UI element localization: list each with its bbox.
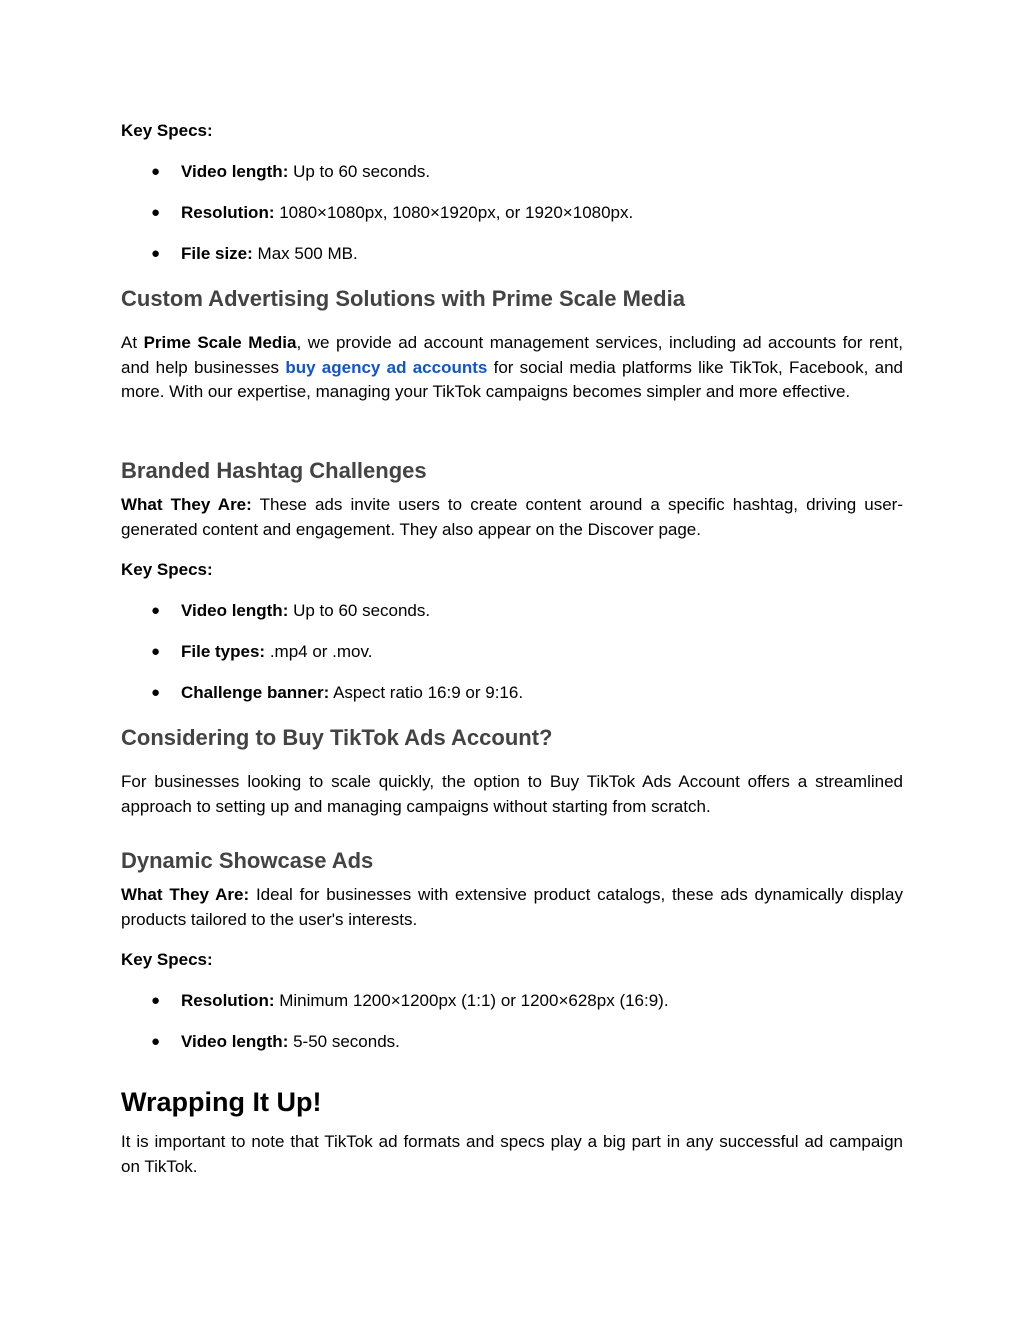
spec-value: 5-50 seconds.	[288, 1032, 400, 1051]
bullet-icon: ●	[151, 1033, 161, 1050]
para-text: for social media platforms like TikTok, Facebook, and more. With our expertise, managing your TikTok campaigns becomes simpler and more effective.	[121, 357, 904, 401]
showcase-description	[121, 883, 903, 932]
spec-value: Minimum 1200×1200px (1:1) or 1200×628px (16:9).	[274, 991, 669, 1010]
spec-value: .mp4 or .mov.	[265, 642, 373, 661]
section-heading: Branded Hashtag Challenges	[121, 458, 427, 483]
section-heading: Considering to Buy TikTok Ads Account?	[121, 725, 553, 750]
bullet-icon: ●	[151, 163, 161, 180]
para-text: These ads invite users to create content around a specific hashtag, driving user-generated content and engagement. They also appear on the Discover page.	[121, 495, 904, 539]
hashtag-description	[121, 493, 903, 542]
para-text: Ideal for businesses with extensive product catalogs, these ads dynamically display products tailored to the user's interests.	[121, 885, 904, 929]
spec-key: File size:	[181, 244, 253, 263]
bullet-icon: ●	[151, 992, 161, 1009]
section-heading: Dynamic Showcase Ads	[121, 848, 374, 873]
custom-paragraph	[121, 331, 903, 405]
spec-key: File types:	[181, 642, 266, 661]
spec-value: Max 500 MB.	[252, 244, 358, 263]
brand-name: Prime Scale Media	[143, 333, 297, 352]
bullet-icon: ●	[151, 602, 161, 619]
key-specs-label: Key Specs:	[121, 950, 213, 969]
what-they-are-label: What They Are:	[121, 495, 252, 514]
key-specs-label: Key Specs:	[121, 560, 213, 579]
key-specs-label: Key Specs:	[121, 121, 213, 140]
para-text: At	[121, 333, 144, 352]
spec-value: Up to 60 seconds.	[288, 601, 431, 620]
bullet-icon: ●	[151, 684, 161, 701]
spec-value: 1080×1080px, 1080×1920px, or 1920×1080px.	[274, 203, 634, 222]
spec-value: Aspect ratio 16:9 or 9:16.	[329, 683, 524, 702]
considering-paragraph: For businesses looking to scale quickly, the option to Buy TikTok Ads Account offers a streamlined approach to setting up and managing campaigns without starting from scratch.	[121, 772, 903, 816]
spec-key: Video length:	[181, 1032, 289, 1051]
bullet-icon: ●	[151, 204, 161, 221]
spec-key: Video length:	[181, 601, 289, 620]
spec-key: Video length:	[181, 162, 289, 181]
section-heading: Custom Advertising Solutions with Prime Scale Media	[121, 286, 685, 311]
page-heading: Wrapping It Up!	[121, 1087, 322, 1117]
buy-agency-ad-accounts-link[interactable]: buy agency ad accounts	[285, 357, 488, 377]
spec-key: Resolution:	[181, 991, 275, 1010]
para-text: , we provide ad account management services, including ad accounts for rent, and help businesses	[121, 333, 903, 377]
spec-value: Up to 60 seconds.	[288, 162, 431, 181]
bullet-icon: ●	[151, 245, 161, 262]
spec-key: Resolution:	[181, 203, 275, 222]
bullet-icon: ●	[151, 643, 161, 660]
spec-key: Challenge banner:	[181, 683, 330, 702]
wrap-paragraph: It is important to note that TikTok ad formats and specs play a big part in any successful ad campaign on TikTok.	[121, 1132, 903, 1176]
what-they-are-label: What They Are:	[121, 885, 250, 904]
